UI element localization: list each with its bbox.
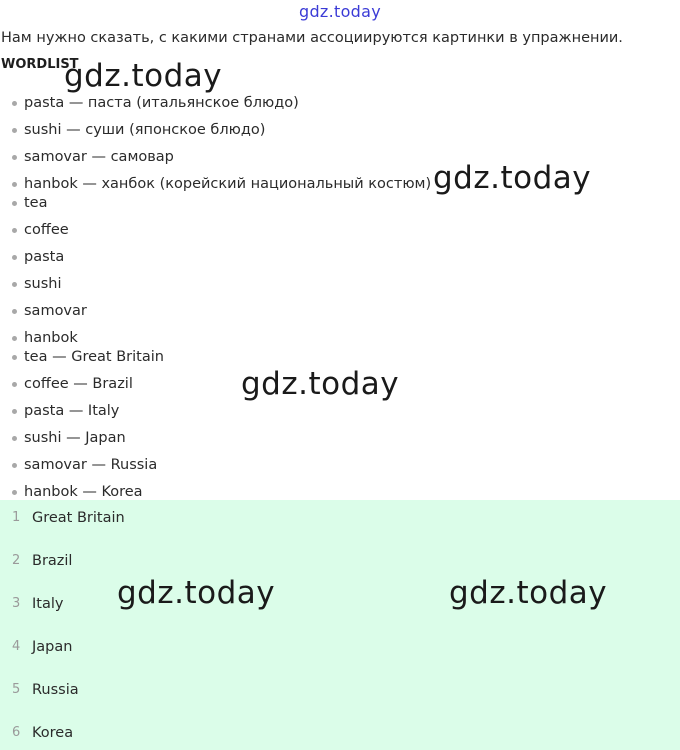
list-item-text: sushi — Japan xyxy=(24,430,126,446)
answer-number: 4 xyxy=(12,639,21,654)
watermark: gdz.today xyxy=(64,58,223,94)
answer-text: Great Britain xyxy=(32,510,125,526)
list-item xyxy=(12,375,133,393)
watermark: gdz.today xyxy=(241,366,400,402)
list-item xyxy=(12,275,62,293)
list-item xyxy=(12,302,87,320)
watermark: gdz.today xyxy=(449,575,608,611)
list-item-text: pasta xyxy=(24,249,65,265)
list-item-text: samovar — самовар xyxy=(24,149,174,165)
bullet-icon xyxy=(12,228,17,233)
list-item-text: hanbok — Korea xyxy=(24,484,143,500)
list-item xyxy=(12,483,143,501)
answer-text: Brazil xyxy=(32,553,73,569)
list-item xyxy=(12,221,69,239)
list-item xyxy=(12,194,48,212)
list-item-text: pasta — паста (итальянское блюдо) xyxy=(24,95,299,111)
list-item xyxy=(12,248,65,266)
bullet-icon xyxy=(12,355,17,360)
answer-number: 2 xyxy=(12,553,21,568)
bullet-icon xyxy=(12,182,17,187)
answer-text: Russia xyxy=(32,682,79,698)
bullet-icon xyxy=(12,101,17,106)
answer-number: 5 xyxy=(12,682,21,697)
intro-text: Нам нужно сказать, с какими странами ассоциируются картинки в упражнении. xyxy=(1,30,623,46)
bullet-icon xyxy=(12,382,17,387)
bullet-icon xyxy=(12,490,17,495)
list-item xyxy=(12,175,432,193)
list-item xyxy=(12,402,120,420)
list-item-text: samovar — Russia xyxy=(24,457,158,473)
watermark: gdz.today xyxy=(117,575,276,611)
bullet-icon xyxy=(12,282,17,287)
bullet-icon xyxy=(12,336,17,341)
answer-text: Japan xyxy=(32,639,73,655)
wordlist-heading: WORDLIST xyxy=(1,57,79,72)
bullet-icon xyxy=(12,201,17,206)
bullet-icon xyxy=(12,309,17,314)
list-item-text: samovar xyxy=(24,303,87,319)
list-item-text: coffee — Brazil xyxy=(24,376,133,392)
list-item xyxy=(12,148,174,166)
list-item-text: pasta — Italy xyxy=(24,403,120,419)
bullet-icon xyxy=(12,155,17,160)
watermark: gdz.today xyxy=(433,160,592,196)
bullet-icon xyxy=(12,436,17,441)
list-item-text: sushi — суши (японское блюдо) xyxy=(24,122,266,138)
list-item-text: hanbok — ханбок (корейский национальный костюм) xyxy=(24,176,432,192)
list-item-text: sushi xyxy=(24,276,62,292)
answer-text: Italy xyxy=(32,596,64,612)
list-item xyxy=(12,94,299,112)
bullet-icon xyxy=(12,409,17,414)
list-item xyxy=(12,456,158,474)
list-item-text: tea xyxy=(24,195,48,211)
list-item xyxy=(12,429,126,447)
answer-panel xyxy=(0,500,680,750)
list-item-text: tea — Great Britain xyxy=(24,349,164,365)
answer-number: 6 xyxy=(12,725,21,740)
list-item-text: hanbok xyxy=(24,330,78,346)
list-item xyxy=(12,121,266,139)
answer-number: 3 xyxy=(12,596,21,611)
answer-number: 1 xyxy=(12,510,21,525)
list-item-text: coffee xyxy=(24,222,69,238)
bullet-icon xyxy=(12,128,17,133)
bullet-icon xyxy=(12,463,17,468)
answer-text: Korea xyxy=(32,725,74,741)
header-watermark: gdz.today xyxy=(299,2,381,21)
bullet-icon xyxy=(12,255,17,260)
list-item xyxy=(12,348,164,366)
list-item xyxy=(12,329,78,347)
